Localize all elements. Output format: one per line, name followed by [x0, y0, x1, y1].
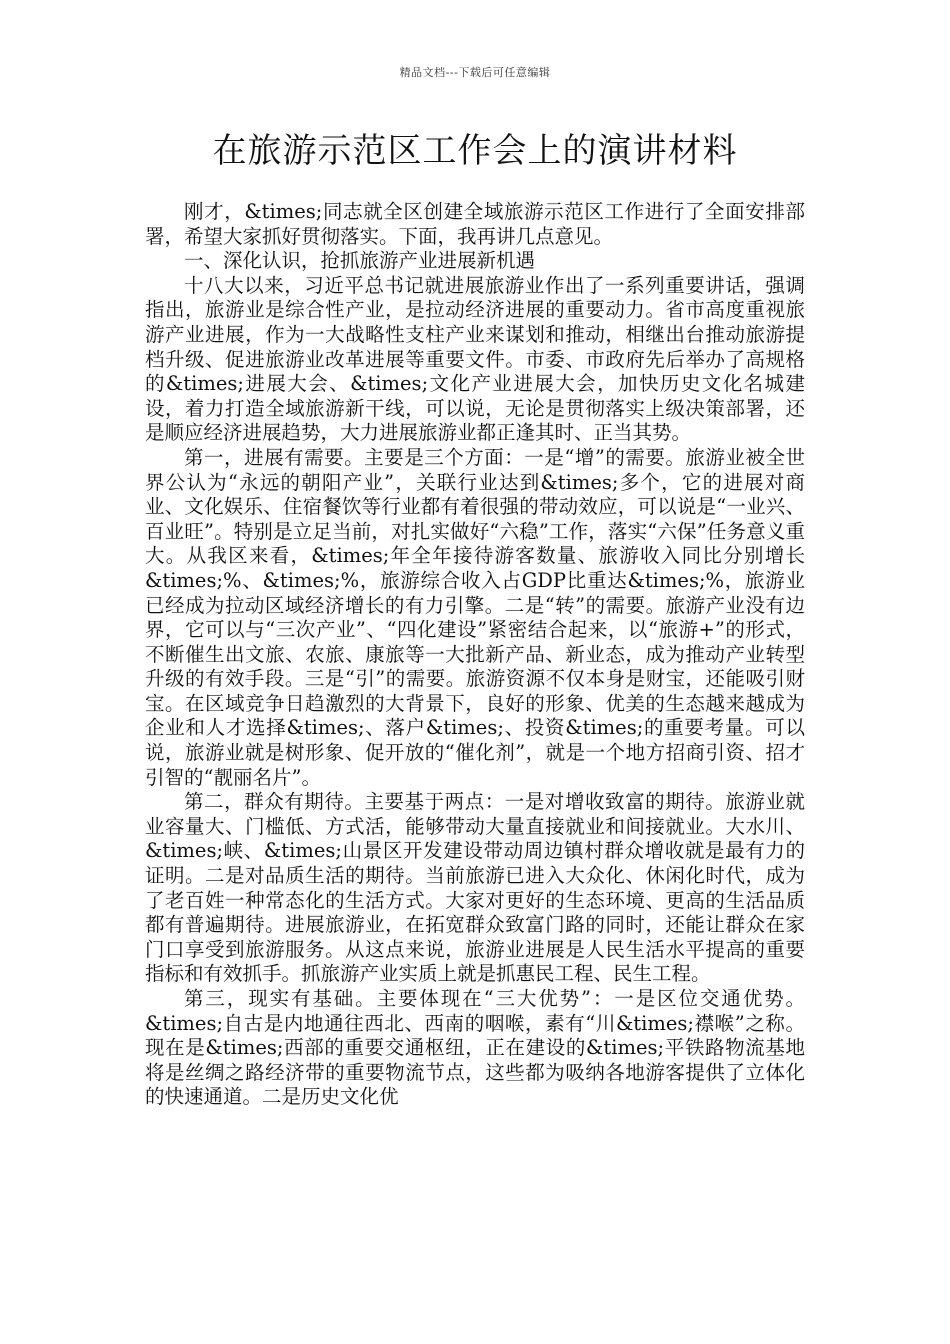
- paragraph-second-point: 第二，群众有期待。主要基于两点：一是对增收致富的期待。旅游业就业容量大、门槛低、方式活，能够带动大量直接就业和间接就业。大水川、&times;峡、&times;山景区开发建设带动周边镇村群众增收就是最有力的证明。二是对品质生活的期待。当前旅游已进入大众化、休闲化时代，成为了老百姓一种常态化的生活方式。大家对更好的生态环境、更高的生活品质都有普遍期待。进展旅游业，在拓宽群众致富门路的同时，还能让群众在家门口享受到旅游服务。从这点来说，旅游业进展是人民生活水平提高的重要指标和有效抓手。抓旅游产业实质上就是抓惠民工程、民生工程。: [145, 790, 805, 986]
- paragraph-intro: 刚才，&times;同志就全区创建全域旅游示范区工作进行了全面安排部署，希望大家抓好贯彻落实。下面，我再讲几点意见。: [145, 200, 805, 248]
- page-header: 精品文档---下载后可任意编辑: [399, 66, 551, 79]
- section-heading-1: 一、深化认识，抢抓旅游产业进展新机遇: [184, 249, 536, 273]
- paragraph-background: 十八大以来，习近平总书记就进展旅游业作出了一系列重要讲话，强调指出，旅游业是综合性产业，是拉动经济进展的重要动力。省市高度重视旅游产业进展，作为一大战略性支柱产业来谋划和推动，相继出台推动旅游提档升级、促进旅游业改革进展等重要文件。市委、市政府先后举办了高规格的&times;进展大会、&times;文化产业进展大会，加快历史文化名城建设，着力打造全域旅游新干线，可以说，无论是贯彻落实上级决策部署，还是顺应经济进展趋势，大力进展旅游业都正逢其时、正当其势。: [145, 273, 805, 445]
- document-title: 在旅游示范区工作会上的演讲材料: [212, 131, 738, 171]
- document-body: [145, 200, 805, 1110]
- paragraph-first-point: 第一，进展有需要。主要是三个方面：一是“增”的需要。旅游业被全世界公认为“永远的朝阳产业”，关联行业达到&times;多个，它的进展对商业、文化娱乐、住宿餐饮等行业都有着很强的带动效应，可以说是“一业兴、百业旺”。特别是立足当前，对扎实做好“六稳”工作，落实“六保”任务意义重大。从我区来看，&times;年全年接待游客数量、旅游收入同比分别增长&times;%、&times;%，旅游综合收入占GDP比重达&times;%，旅游业已经成为拉动区域经济增长的有力引擎。二是“转”的需要。旅游产业没有边界，它可以与“三次产业”、“四化建设”紧密结合起来，以“旅游+”的形式，不断催生出文旅、农旅、康旅等一大批新产品、新业态，成为推动产业转型升级的有效手段。三是“引”的需要。旅游资源不仅本身是财宝，还能吸引财宝。在区域竞争日趋激烈的大背景下，良好的形象、优美的生态越来越成为企业和人才选择&times;、落户&times;、投资&times;的重要考量。可以说，旅游业就是树形象、促开放的“催化剂”，就是一个地方招商引资、招才引智的“靓丽名片”。: [145, 445, 805, 789]
- paragraph-third-point: 第三，现实有基础。主要体现在“三大优势”：一是区位交通优势。&times;自古是内地通往西北、西南的咽喉，素有“川&times;襟喉”之称。现在是&times;西部的重要交通枢纽，正在建设的&times;平铁路物流基地将是丝绸之路经济带的重要物流节点，这些都为吸纳各地游客提供了立体化的快速通道。二是历史文化优: [145, 987, 805, 1109]
